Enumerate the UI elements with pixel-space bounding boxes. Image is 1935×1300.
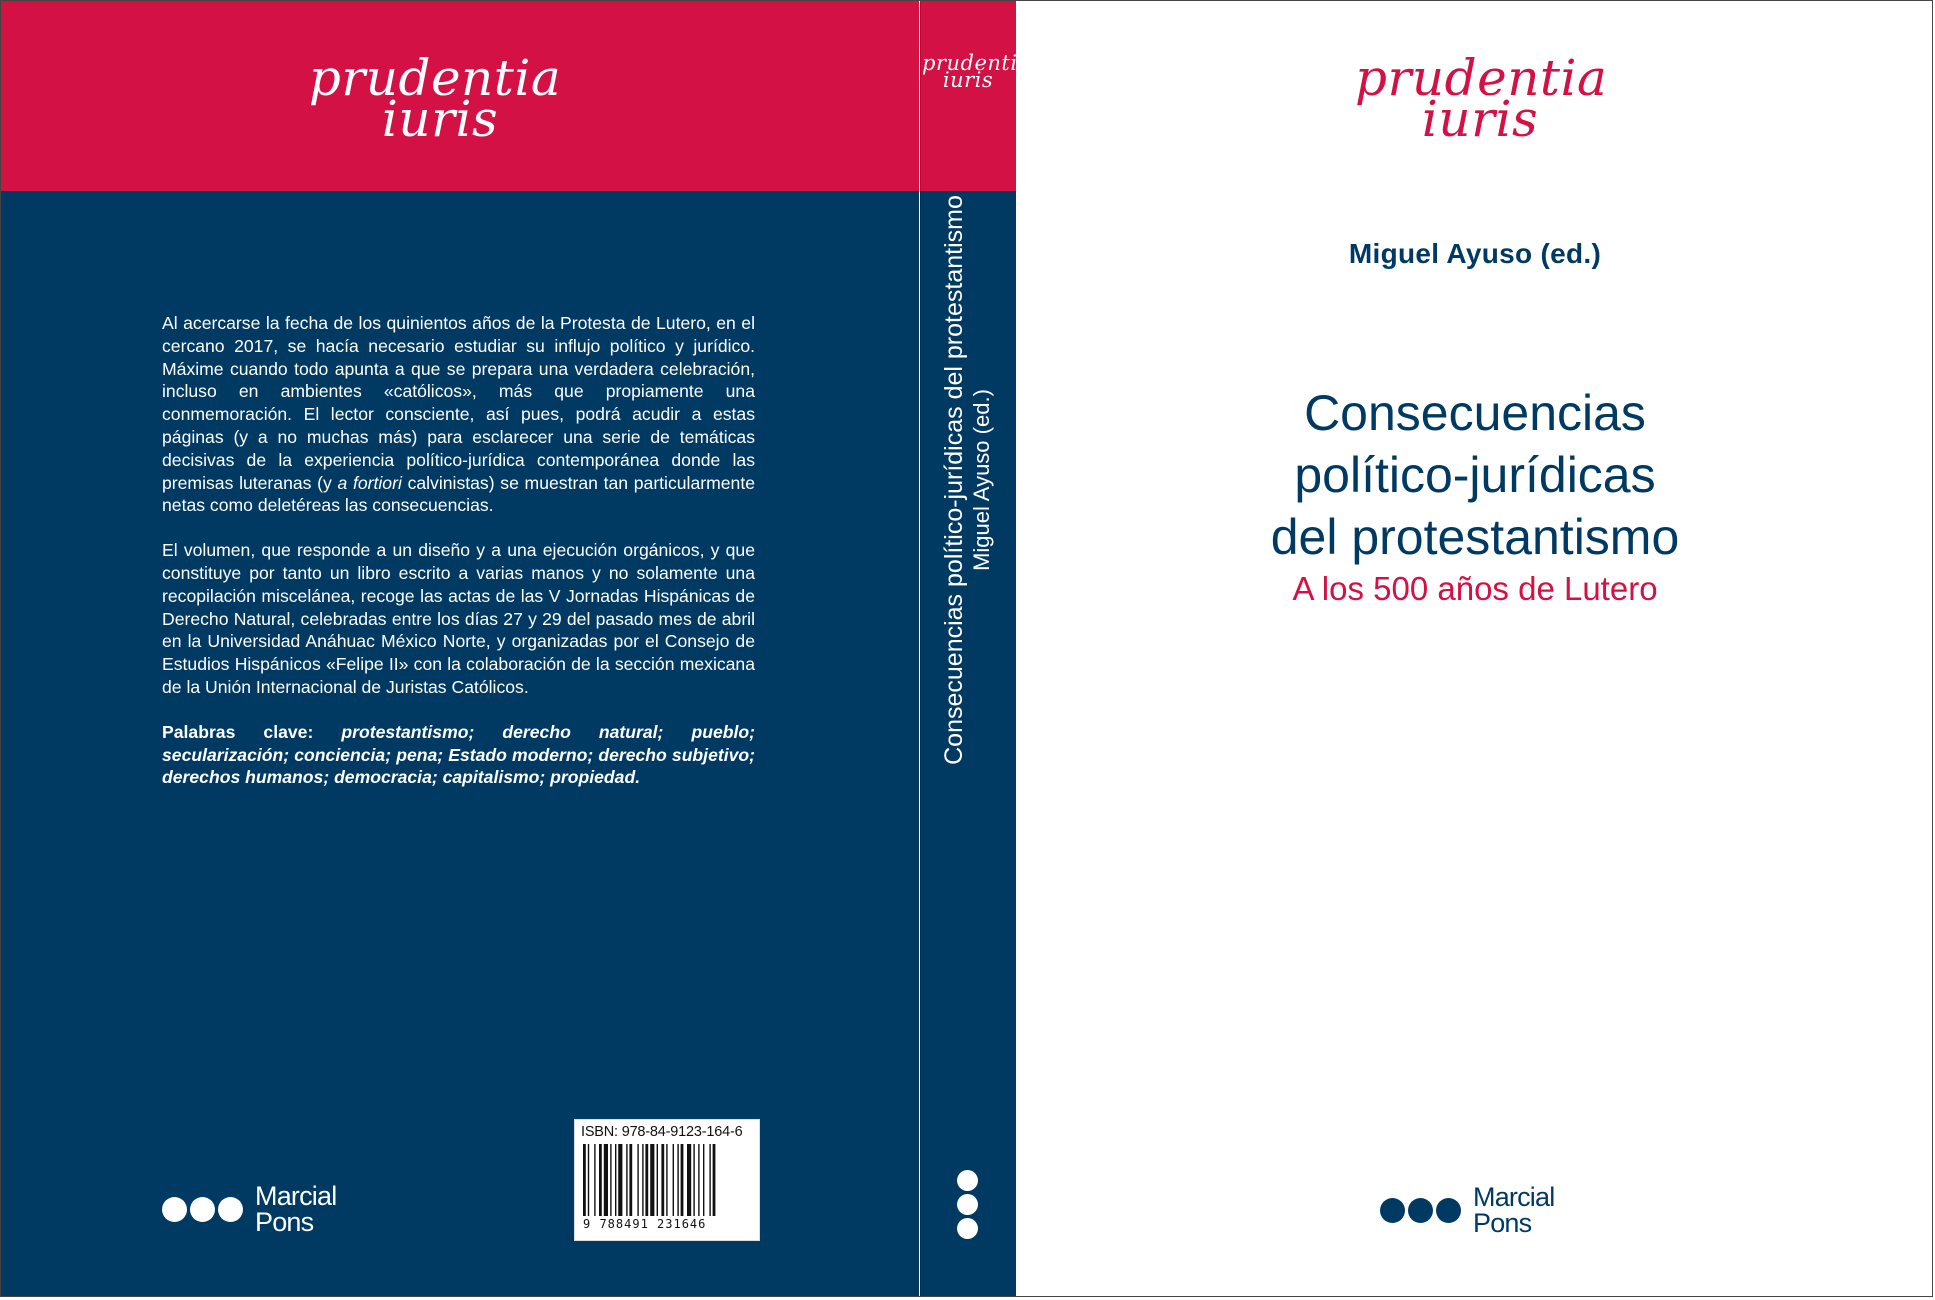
barcode-digits: 9 788491 231646 xyxy=(583,1217,707,1231)
book-title xyxy=(1016,382,1934,568)
front-series-logo: prudentia iuris xyxy=(1355,49,1608,148)
back-cover-blurb xyxy=(162,312,755,811)
publisher-dots-icon xyxy=(1380,1198,1461,1223)
blurb-paragraph-1: Al acercarse la fecha de los quinientos años de la Protesta de Lutero, en el cercano 2017, se hacía necesario estudiar su influjo político y jurídico. Máxime cuando todo apunta a que se prepara una verdadera celebración, incluso en ambientes «católicos», más que propiamente una conmemoración. El lector consciente, así pues, podrá acudir a estas páginas (y a no muchas más) para esclarecer una serie de temáticas decisivas de la experiencia político-jurídica contemporánea donde las premisas luteranas (y a fortiori calvinistas) se muestran tan particularmente netas como deletéreas las consecuencias. xyxy=(162,313,756,516)
publisher-name: Marcial Pons xyxy=(255,1181,337,1237)
keywords-label: Palabras clave: xyxy=(162,721,314,742)
spine-publisher-dots-icon xyxy=(957,1170,978,1239)
publisher-dots-icon xyxy=(162,1197,243,1222)
back-series-logo xyxy=(300,49,570,148)
title-line-2: político-jurídicas xyxy=(1294,447,1656,503)
front-publisher-logo xyxy=(1380,1184,1554,1236)
publisher-name: Marcial Pons xyxy=(1473,1182,1555,1238)
isbn-label: ISBN: 978-84-9123-164-6 xyxy=(581,1124,743,1140)
front-author: Miguel Ayuso (ed.) xyxy=(1348,238,1602,269)
series-logo-line1: prudentia xyxy=(308,49,562,107)
spine-text xyxy=(939,160,995,800)
title-line-3: del protestantismo xyxy=(1270,509,1680,565)
blurb-italic-phrase: a fortiori xyxy=(337,472,402,493)
blurb-paragraph-2: El volumen, que responde a un diseño y a una ejecución orgánicos, y que constituye por tanto un libro escrito a varias manos y no solamente una recopilación miscelánea, recoge las actas de las V Jornadas Hispánicas de Derecho Natural, celebradas entre los días 27 y 29 del pasado mes de abril en la Universidad Anáhuac México Norte, y organizadas por el Consejo de Estudios Hispánicos «Felipe II» con la colaboración de la sección mexicana de la Unión Internacional de Juristas Católicos. xyxy=(162,540,755,697)
book-subtitle: A los 500 años de Lutero xyxy=(1292,570,1658,607)
isbn-barcode xyxy=(574,1119,760,1241)
spine-title: Consecuencias político-jurídicas del protestantismo xyxy=(940,195,968,765)
keywords xyxy=(162,721,755,789)
spine-series-logo: prudentia iuris xyxy=(922,51,1031,93)
back-publisher-logo xyxy=(162,1183,336,1235)
spine-author: Miguel Ayuso (ed.) xyxy=(969,389,994,571)
series-logo-line2: iuris xyxy=(381,90,499,148)
title-line-1: Consecuencias xyxy=(1304,385,1646,441)
barcode-icon xyxy=(583,1144,753,1216)
keywords-list: protestantismo; derecho natural; pueblo; secularización; conciencia; pena; Estado moderno; derecho subjetivo; derechos humanos; democracia; capitalismo; propiedad. xyxy=(162,721,755,788)
